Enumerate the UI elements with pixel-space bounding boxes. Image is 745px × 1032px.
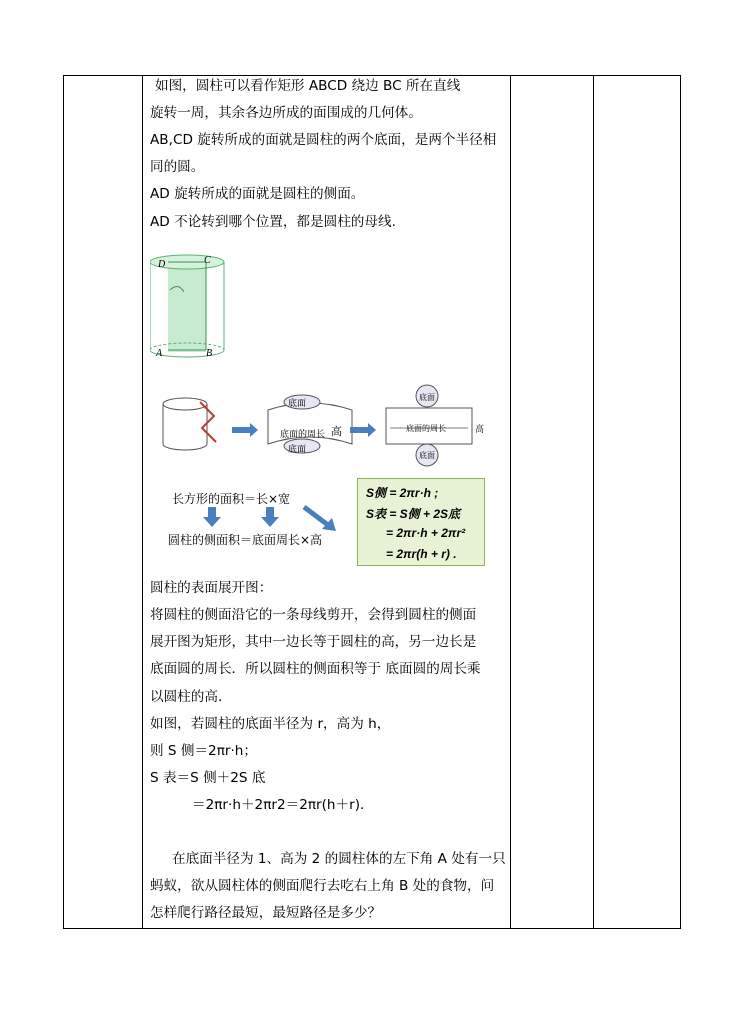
section2-line-5: 如图，若圆柱的底面半径为 r，高为 h， (150, 716, 391, 732)
section2-line-3: 底面圆的周长．所以圆柱的侧面积等于 底面圆的周长乘 (150, 661, 481, 677)
unroll-base-bottom: 底面 (288, 445, 307, 455)
section2-line-7: S 表＝S 侧＋2S 底 (150, 770, 266, 786)
paragraph-3: AB,CD 旋转所成的面就是圆柱的两个底面，是两个半径相 (150, 132, 497, 148)
formula-line-1: S侧 = 2πr·h ; (366, 486, 439, 500)
paragraph-4: 同的圆。 (150, 159, 205, 175)
paragraph-2: 旋转一周，其余各边所成的面围成的几何体。 (150, 105, 422, 121)
side-area-text: 圆柱的侧面积＝底面周长×高 (168, 533, 323, 547)
problem-line-3: 怎样爬行路径最短，最短路径是多少？ (150, 905, 382, 921)
problem-line-1: 在底面半径为 1、高为 2 的圆柱体的左下角 A 处有一只 (172, 851, 506, 867)
flat-base-bottom: 底面 (419, 451, 435, 460)
section2-line-4: 以圆柱的高． (150, 689, 232, 705)
flat-height: 高 (475, 425, 485, 435)
paragraph-1: 如图，圆柱可以看作矩形 ABCD 绕边 BC 所在直线 (155, 78, 461, 94)
flat-base-top: 底面 (419, 393, 435, 402)
table-top-border (63, 75, 681, 76)
problem-line-2: 蚂蚁，欲从圆柱体的侧面爬行去吃右上角 B 处的食物，问 (150, 878, 495, 894)
label-d: D (158, 259, 166, 270)
unroll-base-top: 底面 (288, 399, 307, 409)
label-a: A (156, 348, 163, 359)
formula-line-3: = 2πr·h + 2πr² (386, 526, 466, 540)
label-c: C (204, 255, 211, 266)
paragraph-6: AD 不论转到哪个位置，都是圆柱的母线. (150, 214, 396, 230)
section2-line-2: 展开图为矩形，其中一边长等于圆柱的高，另一边长是 (150, 634, 477, 650)
unroll-figure (160, 382, 500, 472)
label-b: B (206, 348, 213, 359)
formula-line-2: S表 = S侧 + 2S底 (366, 507, 461, 521)
table-column-divider (593, 75, 594, 929)
area-arrows (200, 505, 350, 533)
table-right-border (680, 75, 681, 929)
table-column-divider (510, 75, 511, 929)
rect-area-text: 长方形的面积＝长×宽 (172, 492, 291, 506)
flat-perimeter: 底面的周长 (406, 424, 446, 433)
section2-title: 圆柱的表面展开图： (150, 580, 273, 596)
formula-box (357, 478, 485, 566)
paragraph-5: AD 旋转所成的面就是圆柱的侧面。 (150, 186, 365, 202)
table-left-border (63, 75, 64, 929)
section2-line-8: ＝2πr·h＋2πr2＝2πr(h＋r)． (192, 797, 374, 813)
section2-line-6: 则 S 侧＝2πr·h； (150, 743, 258, 759)
cylinder-figure (150, 250, 270, 365)
table-column-divider (142, 75, 143, 929)
formula-line-4: = 2πr(h + r) . (386, 547, 457, 561)
section2-line-1: 将圆柱的侧面沿它的一条母线剪开，会得到圆柱的侧面 (150, 607, 477, 623)
unroll-perimeter: 底面的周长 (280, 430, 326, 440)
table-bottom-border (63, 928, 681, 929)
unroll-height: 高 (331, 425, 342, 438)
